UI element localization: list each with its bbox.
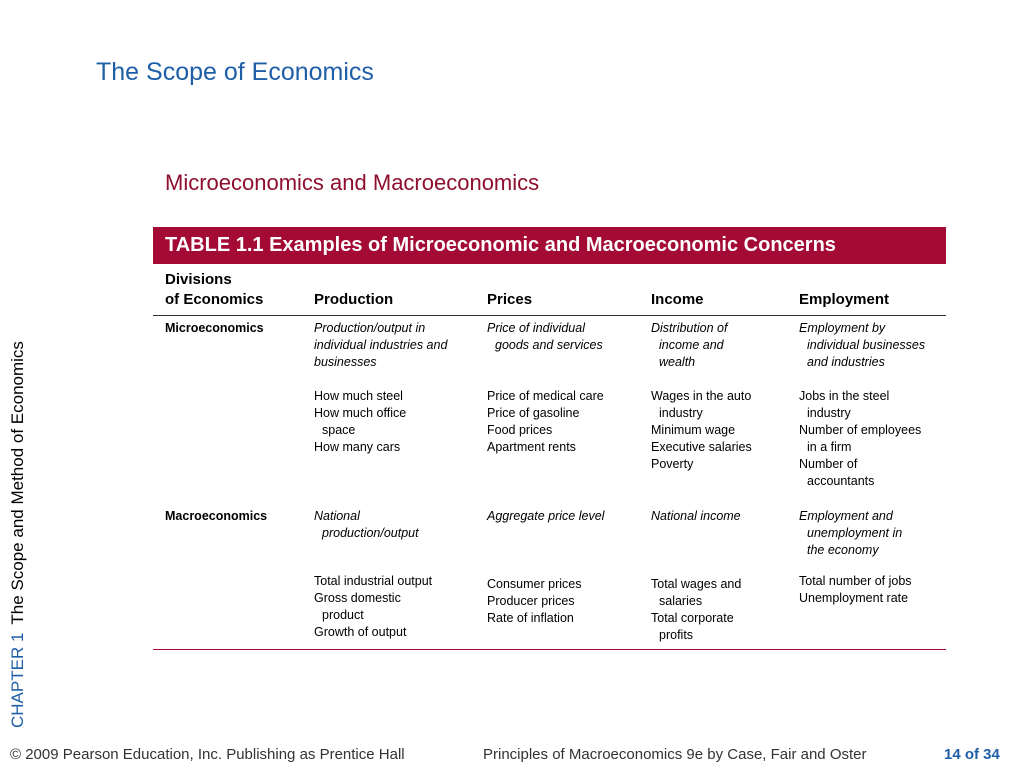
- cell-line: Price of medical care: [487, 389, 604, 403]
- cell-line: industry: [807, 406, 851, 420]
- micro-employment-concept: [799, 320, 925, 371]
- cell-line: Aggregate price level: [487, 509, 605, 523]
- chapter-number: CHAPTER 1: [8, 632, 27, 728]
- macro-income-concept: [651, 508, 741, 525]
- cell-line: National: [314, 509, 360, 523]
- macro-income-examples: [651, 576, 741, 644]
- header-divisions: [165, 270, 263, 310]
- micro-production-examples: [314, 388, 406, 456]
- cell-line: Production/output in: [314, 321, 426, 335]
- micro-income-examples: [651, 388, 752, 473]
- cell-line: Food prices: [487, 423, 553, 437]
- macro-employment-concept: [799, 508, 902, 559]
- cell-line: How much steel: [314, 389, 403, 403]
- cell-line: in a firm: [807, 440, 852, 454]
- cell-line: businesses: [314, 355, 377, 369]
- cell-line: Employment and: [799, 509, 893, 523]
- cell-line: industry: [659, 406, 703, 420]
- cell-line: Employment by: [799, 321, 886, 335]
- cell-line: Price of individual: [487, 321, 585, 335]
- cell-line: goods and services: [495, 338, 603, 352]
- cell-line: Total wages and: [651, 577, 742, 591]
- macro-production-concept: [314, 508, 419, 542]
- cell-line: Growth of output: [314, 625, 407, 639]
- table-bottom-rule: [153, 649, 946, 650]
- footer-book-title: Principles of Macroeconomics 9e by Case, Fair and Oster: [483, 746, 867, 763]
- cell-line: Apartment rents: [487, 440, 576, 454]
- cell-line: How many cars: [314, 440, 401, 454]
- cell-line: individual businesses: [807, 338, 926, 352]
- row-label-micro: Microeconomics: [165, 321, 264, 335]
- header-divisions-line1: Divisions: [165, 271, 232, 288]
- page-number: 14 of 34: [944, 746, 1000, 763]
- cell-line: salaries: [659, 594, 703, 608]
- cell-line: unemployment in: [807, 526, 903, 540]
- macro-prices-concept: [487, 508, 604, 525]
- chapter-side-label: [8, 341, 28, 728]
- macro-employment-examples: [799, 573, 912, 607]
- cell-line: profits: [659, 628, 694, 642]
- micro-production-concept: [314, 320, 447, 371]
- cell-line: individual industries and: [314, 338, 448, 352]
- cell-line: Poverty: [651, 457, 694, 471]
- micro-prices-examples: [487, 388, 604, 456]
- micro-prices-concept: [487, 320, 603, 354]
- cell-line: Minimum wage: [651, 423, 736, 437]
- cell-line: Executive salaries: [651, 440, 752, 454]
- cell-line: the economy: [807, 543, 879, 557]
- cell-line: Unemployment rate: [799, 591, 909, 605]
- header-employment: Employment: [799, 291, 890, 308]
- cell-line: Distribution of: [651, 321, 728, 335]
- macro-production-examples: [314, 573, 432, 641]
- cell-line: space: [322, 423, 356, 437]
- micro-employment-examples: [799, 388, 921, 490]
- header-production: Production: [314, 291, 394, 308]
- header-divider: [153, 315, 946, 316]
- cell-line: National income: [651, 509, 741, 523]
- header-prices: Prices: [487, 291, 533, 308]
- row-label-macro: Macroeconomics: [165, 509, 268, 523]
- micro-income-concept: [651, 320, 727, 371]
- chapter-name: The Scope and Method of Economics: [8, 341, 27, 625]
- header-divisions-line2: of Economics: [165, 291, 264, 308]
- cell-line: and industries: [807, 355, 885, 369]
- cell-line: Total industrial output: [314, 574, 433, 588]
- cell-line: product: [322, 608, 364, 622]
- cell-line: Producer prices: [487, 594, 575, 608]
- cell-line: How much office: [314, 406, 407, 420]
- cell-line: Wages in the auto: [651, 389, 752, 403]
- cell-line: Gross domestic: [314, 591, 401, 605]
- cell-line: Price of gasoline: [487, 406, 580, 420]
- cell-line: Number of: [799, 457, 858, 471]
- cell-line: Consumer prices: [487, 577, 582, 591]
- cell-line: Total number of jobs: [799, 574, 912, 588]
- macro-prices-examples: [487, 576, 581, 627]
- section-subtitle: Microeconomics and Macroeconomics: [165, 170, 540, 195]
- cell-line: Total corporate: [651, 611, 734, 625]
- cell-line: Number of employees: [799, 423, 922, 437]
- cell-line: production/output: [322, 526, 419, 540]
- table-title: TABLE 1.1 Examples of Microeconomic and Macroeconomic Concerns: [153, 227, 946, 264]
- cell-line: Jobs in the steel: [799, 389, 890, 403]
- cell-line: Rate of inflation: [487, 611, 574, 625]
- cell-line: income and: [659, 338, 724, 352]
- footer-copyright: © 2009 Pearson Education, Inc. Publishing as Prentice Hall: [10, 746, 405, 763]
- cell-line: accountants: [807, 474, 875, 488]
- cell-line: wealth: [659, 355, 696, 369]
- slide-title: The Scope of Economics: [96, 58, 374, 86]
- header-income: Income: [651, 291, 704, 308]
